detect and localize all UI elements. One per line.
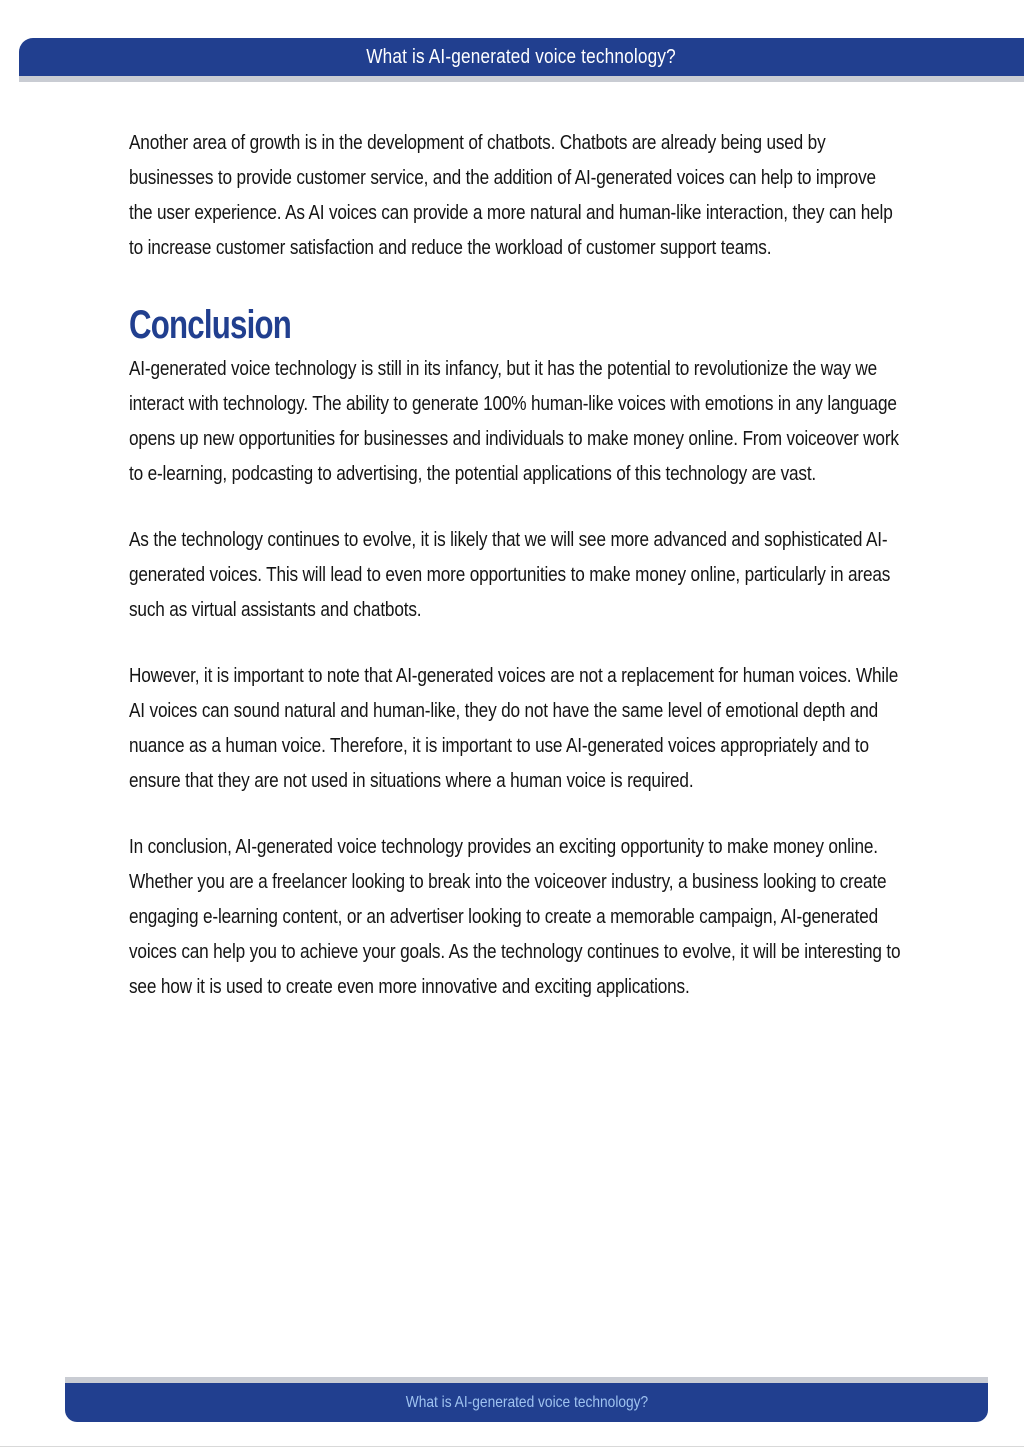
page-footer bbox=[65, 1377, 988, 1422]
conclusion-paragraph-3: However, it is important to note that AI-generated voices are not a replacement for human voices. While AI voices can sound natural and human-like, they do not have the same level of emotional depth and nuance as a human voice. Therefore, it is important to use AI-generated voices appropriately and to ensure that they are not used in situations where a human voice is required. bbox=[129, 665, 899, 792]
conclusion-paragraph-2: As the technology continues to evolve, it is likely that we will see more advanced and sophisticated AI-generated voices. This will lead to even more opportunities to make money online, particularly in areas such as virtual assistants and chatbots. bbox=[129, 529, 891, 621]
header-title: What is AI-generated voice technology? bbox=[366, 45, 677, 68]
page-bottom-rule bbox=[0, 1446, 1024, 1447]
page-header bbox=[19, 38, 1024, 82]
conclusion-heading: Conclusion bbox=[129, 303, 292, 347]
page-content bbox=[129, 126, 904, 1005]
intro-paragraph: Another area of growth is in the development of chatbots. Chatbots are already being used by businesses to provide customer service, and the addition of AI-generated voices can help to improve the user experience. As AI voices can provide a more natural and human-like interaction, they can help to increase customer satisfaction and reduce the workload of customer support teams. bbox=[129, 132, 893, 259]
conclusion-paragraph-1: AI-generated voice technology is still in its infancy, but it has the potential to revolutionize the way we interact with technology. The ability to generate 100% human-like voices with emotions in any language opens up new opportunities for businesses and individuals to make money online. From voiceover work to e-learning, podcasting to advertising, the potential applications of this technology are vast. bbox=[129, 358, 899, 485]
conclusion-paragraph-4: In conclusion, AI-generated voice technology provides an exciting opportunity to make money online. Whether you are a freelancer looking to break into the voiceover industry, a business looking to create engaging e-learning content, or an advertiser looking to create a memorable campaign, AI-generated voices can help you to achieve your goals. As the technology continues to evolve, it will be interesting to see how it is used to create even more innovative and exciting applications. bbox=[129, 836, 901, 998]
footer-bar bbox=[65, 1383, 988, 1422]
footer-title: What is AI-generated voice technology? bbox=[405, 1393, 648, 1411]
